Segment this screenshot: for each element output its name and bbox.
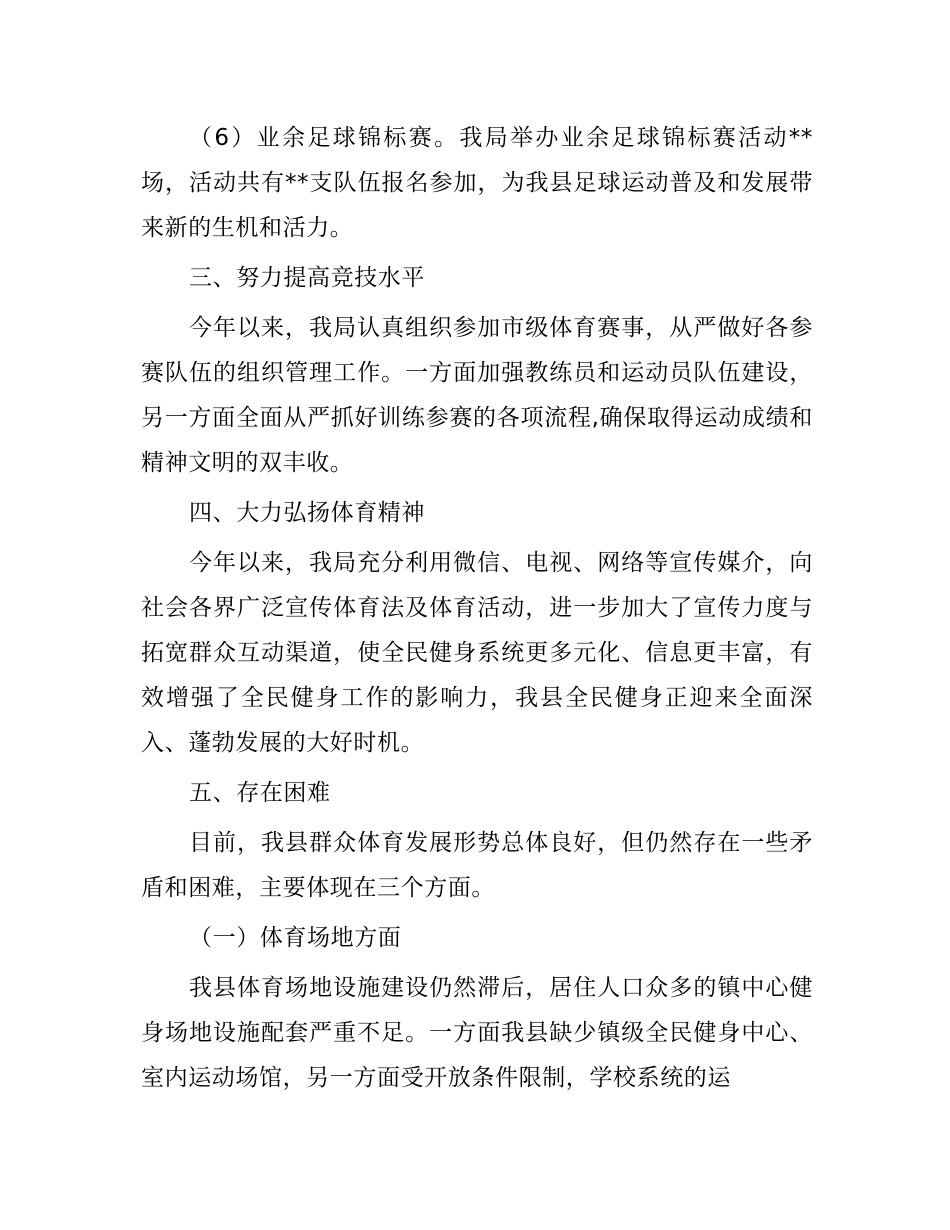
paragraph-sports-spirit: 今年以来，我局充分利用微信、电视、网络等宣传媒介，向社会各界广泛宣传体育法及体育活动，进一步加大了宣传力度与拓宽群众互动渠道，使全民健身系统更多元化、信息更丰富，有效增强了全民健身工作的影响力，我县全民健身正迎来全面深入、蓬勃发展的大好时机。 (141, 550, 813, 756)
paragraph-competitive-level: 今年以来，我局认真组织参加市级体育赛事，从严做好各参赛队伍的组织管理工作。一方面加强教练员和运动员队伍建设，另一方面全面从严抓好训练参赛的各项流程,确保取得运动成绩和精神文明的双丰收。 (141, 315, 813, 476)
paragraph-difficulties: 目前，我县群众体育发展形势总体良好，但仍然存在一些矛盾和困难，主要体现在三个方面。 (141, 830, 813, 901)
heading-sports-venues: （一）体育场地方面 (189, 925, 402, 951)
document-body (141, 116, 813, 1106)
heading-difficulties: 五、存在困难 (189, 780, 331, 806)
heading-sports-spirit: 四、大力弘扬体育精神 (189, 500, 425, 526)
paragraph-sports-venues: 我县体育场地设施建设仍然滞后，居住人口众多的镇中心健身场地设施配套严重不足。一方面我县缺少镇级全民健身中心、室内运动场馆，另一方面受开放条件限制，学校系统的运 (141, 975, 813, 1091)
heading-competitive-level: 三、努力提高竞技水平 (189, 265, 425, 291)
paragraph-amateur-football: （6）业余足球锦标赛。我局举办业余足球锦标赛活动**场，活动共有**支队伍报名参加，为我县足球运动普及和发展带来新的生机和活力。 (141, 125, 813, 241)
